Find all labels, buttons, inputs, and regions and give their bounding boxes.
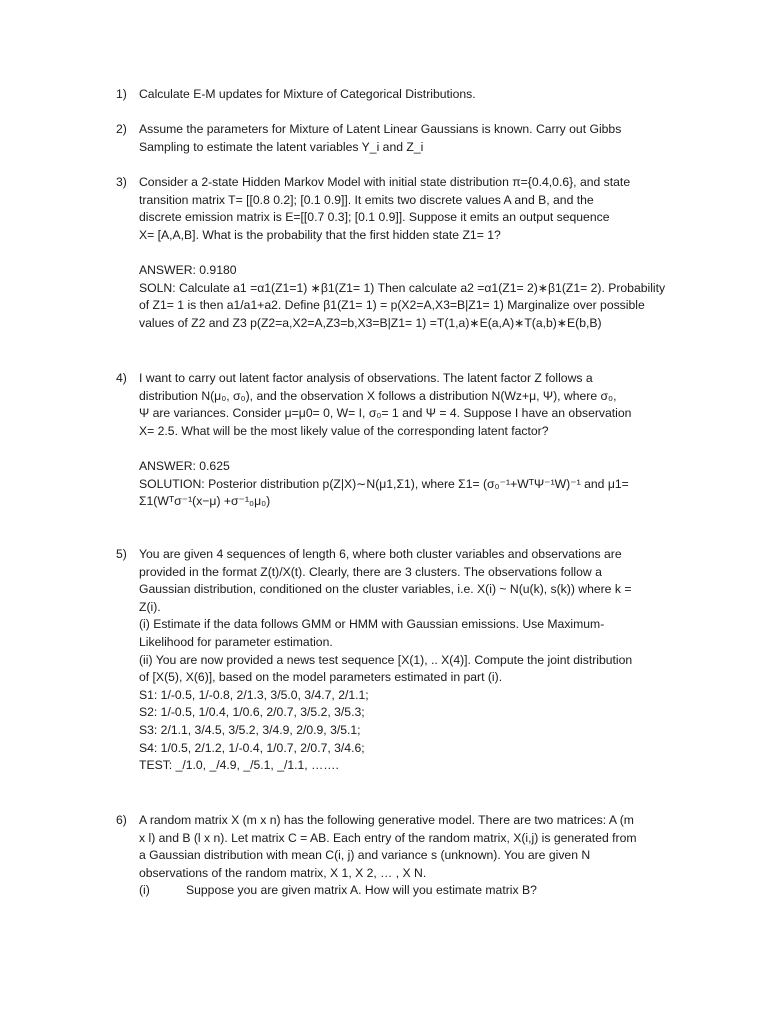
question-text: provided in the format Z(t)/X(t). Clearly, there are 3 clusters. The observations follow a [139, 564, 602, 579]
answer-text: ANSWER: 0.625 [139, 458, 230, 473]
question-text: You are given 4 sequences of length 6, where both cluster variables and observations are [139, 547, 622, 561]
question-1 [116, 86, 676, 104]
sequence-line: TEST: _/1.0, _/4.9, _/5.1, _/1.1, ……. [139, 758, 339, 773]
question-number: 3) [116, 175, 127, 189]
sequence-line: S4: 1/0.5, 2/1.2, 1/-0.4, 1/0.7, 2/0.7, 3/4.6; [139, 740, 365, 755]
question-number: 2) [116, 122, 127, 136]
sub-question-text: Suppose you are given matrix A. How will you estimate matrix B? [186, 883, 537, 898]
sequence-line: S3: 2/1.1, 3/4.5, 3/5.2, 3/4.9, 2/0.9, 3/5.1; [139, 722, 361, 737]
question-text: Assume the parameters for Mixture of Latent Linear Gaussians is known. Carry out Gibbs [139, 122, 622, 136]
question-text: X= [A,A,B]. What is the probability that the first hidden state Z1= 1? [139, 227, 501, 242]
question-text: Ψ are variances. Consider μ=μ0= 0, W= I, σ₀= 1 and Ψ = 4. Suppose I have an observation [139, 406, 632, 421]
question-4 [116, 370, 676, 511]
question-3 [116, 174, 676, 332]
sub-question [139, 882, 676, 900]
sub-question-label: (i) [139, 883, 150, 898]
question-text: Sampling to estimate the latent variables Y_i and Z_i [139, 139, 424, 154]
solution-text: SOLN: Calculate a1 =α1(Z1=1) ∗β1(Z1= 1) Then calculate a2 =α1(Z1= 2)∗β1(Z1= 2). Probability [139, 280, 666, 295]
solution-text: SOLUTION: Posterior distribution p(Z|X)∼N(μ1,Σ1), where Σ1= (σ₀⁻¹+WᵀΨ⁻¹W)⁻¹ and μ1= [139, 476, 629, 491]
question-number: 6) [116, 813, 127, 827]
question-text: of [X(5), X(6)], based on the model parameters estimated in part (i). [139, 670, 503, 685]
question-text: Z(i). [139, 599, 161, 614]
question-text: X= 2.5. What will be the most likely value of the corresponding latent factor? [139, 423, 549, 438]
question-2 [116, 121, 676, 156]
question-6 [116, 812, 676, 900]
question-text: distribution N(μ₀, σ₀), and the observation X follows a distribution N(Wz+μ, Ψ), where σ₀, [139, 388, 617, 403]
question-text: (ii) You are now provided a news test sequence [X(1), .. X(4)]. Compute the joint distribution [139, 652, 633, 667]
solution-text: of Z1= 1 is then a1/a1+a2. Define β1(Z1= 1) = p(X2=A,X3=B|Z1= 1) Marginalize over possible [139, 298, 645, 313]
question-text: transition matrix T= [[0.8 0.2]; [0.1 0.9]]. It emits two discrete values A and B, and the [139, 192, 594, 207]
question-text: A random matrix X (m x n) has the following generative model. There are two matrices: A (m [139, 813, 634, 827]
question-5 [116, 546, 676, 775]
question-text: Consider a 2-state Hidden Markov Model with initial state distribution π={0.4,0.6}, and state [139, 175, 631, 189]
question-text: Likelihood for parameter estimation. [139, 634, 333, 649]
question-text: I want to carry out latent factor analysis of observations. The latent factor Z follows a [139, 371, 593, 385]
question-text: discrete emission matrix is E=[[0.7 0.3]; [0.1 0.9]]. Suppose it emits an output sequence [139, 210, 610, 225]
question-text: x l) and B (l x n). Let matrix C = AB. Each entry of the random matrix, X(i,j) is generated from [139, 830, 637, 845]
question-text: (i) Estimate if the data follows GMM or HMM with Gaussian emissions. Use Maximum- [139, 617, 605, 632]
question-number: 4) [116, 371, 127, 385]
sequence-line: S2: 1/-0.5, 1/0.4, 1/0.6, 2/0.7, 3/5.2, 3/5.3; [139, 705, 365, 720]
question-number: 1) [116, 87, 127, 101]
sequence-line: S1: 1/-0.5, 1/-0.8, 2/1.3, 3/5.0, 3/4.7, 2/1.1; [139, 687, 369, 702]
question-text: observations of the random matrix, X 1, X 2, … , X N. [139, 865, 427, 880]
solution-text: values of Z2 and Z3 p(Z2=a,X2=A,Z3=b,X3=B|Z1= 1) =T(1,a)∗E(a,A)∗T(a,b)∗E(b,B) [139, 315, 602, 330]
question-text: a Gaussian distribution with mean C(i, j) and variance s (unknown). You are given N [139, 848, 591, 863]
question-text: Calculate E-M updates for Mixture of Categorical Distributions. [139, 87, 476, 101]
question-number: 5) [116, 547, 127, 561]
answer-text: ANSWER: 0.9180 [139, 262, 237, 277]
question-text: Gaussian distribution, conditioned on the cluster variables, i.e. X(i) ~ N(u(k), s(k)) where k = [139, 582, 632, 597]
solution-text: Σ1(Wᵀσ⁻¹(x−μ) +σ⁻¹₀μ₀) [139, 494, 271, 509]
